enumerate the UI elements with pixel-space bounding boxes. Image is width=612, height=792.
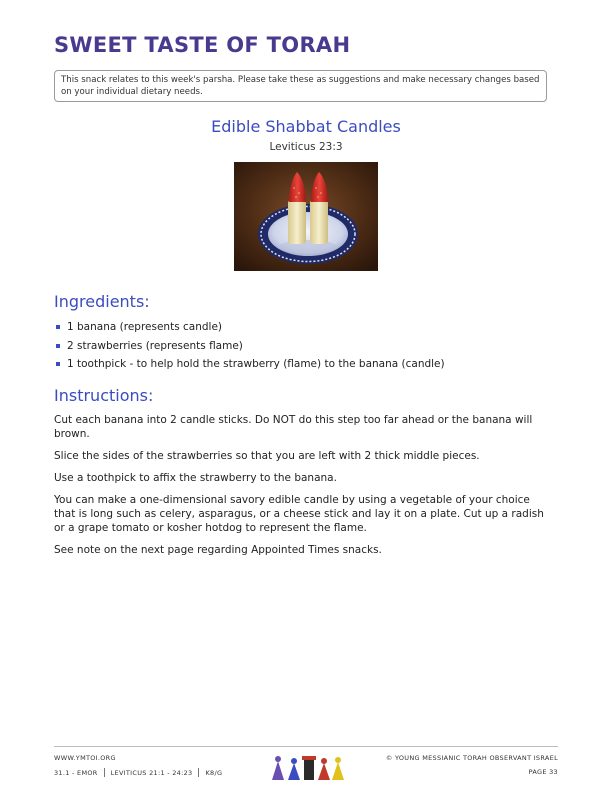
bullet-icon [56, 362, 60, 366]
list-item: 1 banana (represents candle) [54, 318, 445, 337]
bullet-icon [56, 325, 60, 329]
ingredients-heading: Ingredients: [54, 292, 150, 311]
recipe-title: Edible Shabbat Candles [211, 117, 401, 136]
instructions-body [54, 413, 554, 565]
footer-website: WWW.YMTOI.ORG [54, 754, 116, 762]
bullet-icon [56, 344, 60, 348]
ymtoi-logo [268, 753, 346, 781]
instruction-paragraph: You can make a one-dimensional savory edible candle by using a vegetable of your choice that is long such as celery, asparagus, or a cheese stick and lay it on a plate. Cut up a radish or a grape tomato or kosher hotdog to represent the flame. [54, 494, 544, 534]
instruction-paragraph: Slice the sides of the strawberries so that you are left with 2 thick middle pieces. [54, 450, 480, 462]
footer-separator [104, 768, 105, 777]
instruction-paragraph: Use a toothpick to affix the strawberry to the banana. [54, 472, 337, 484]
footer-separator [198, 768, 199, 777]
instruction-paragraph: See note on the next page regarding Appointed Times snacks. [54, 544, 382, 556]
footer-portion: 31.1 - EMOR [54, 768, 98, 777]
page-title: SWEET TASTE OF TORAH [54, 33, 351, 57]
dietary-note: This snack relates to this week's parsha. Please take these as suggestions and make necessary changes based on your individual dietary needs. [54, 70, 547, 102]
candles-photo [234, 162, 378, 271]
instructions-heading: Instructions: [54, 386, 154, 405]
footer-portion-info [54, 768, 222, 777]
list-item: 2 strawberries (represents flame) [54, 337, 445, 356]
footer-scripture: LEVITICUS 21:1 - 24:23 [110, 768, 193, 777]
footer-divider [54, 746, 558, 747]
list-item: 1 toothpick - to help hold the strawberry (flame) to the banana (candle) [54, 355, 445, 374]
page-number: PAGE 33 [528, 768, 558, 776]
instruction-paragraph: Cut each banana into 2 candle sticks. Do NOT do this step too far ahead or the banana will brown. [54, 414, 533, 440]
footer-grade: K8/G [205, 768, 223, 777]
scripture-reference: Leviticus 23:3 [269, 141, 343, 153]
footer-copyright: © YOUNG MESSIANIC TORAH OBSERVANT ISRAEL [385, 754, 558, 762]
ingredients-list [54, 318, 445, 374]
